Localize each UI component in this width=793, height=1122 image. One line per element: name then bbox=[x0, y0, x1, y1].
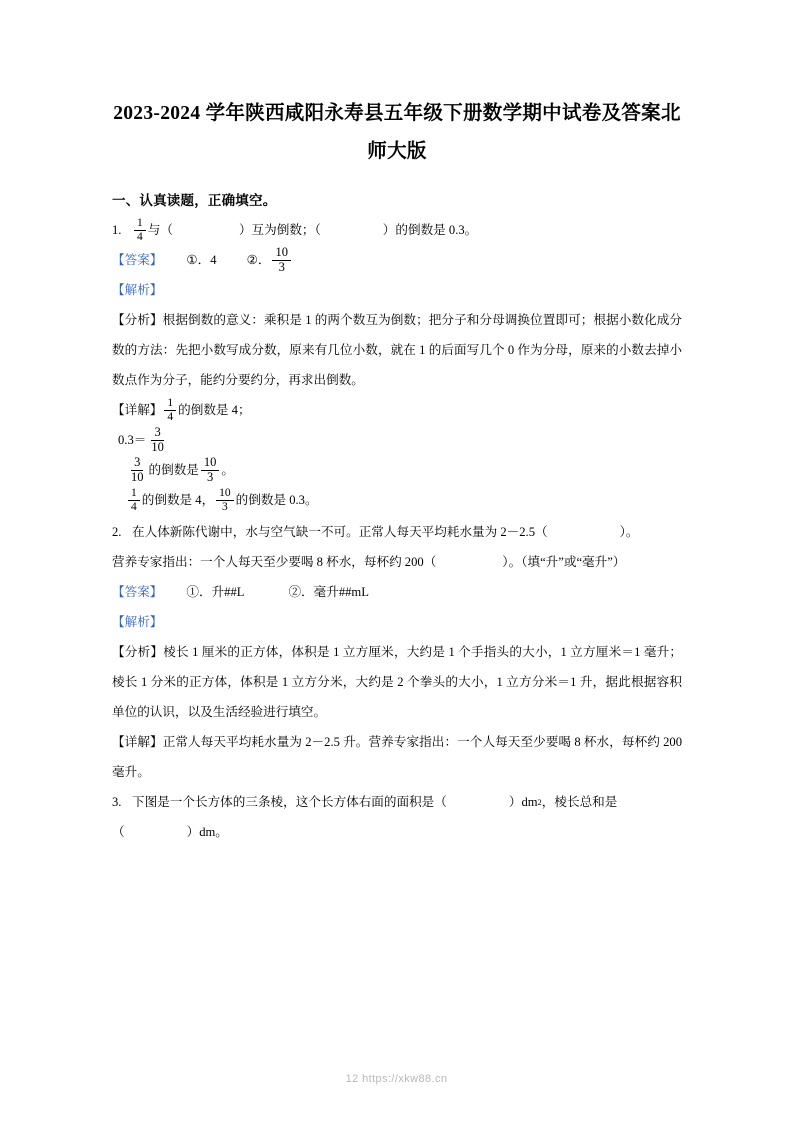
fraction-denominator: 10 bbox=[151, 439, 164, 454]
xiangjie-fraction-3b bbox=[201, 456, 220, 483]
question-1-fraction bbox=[134, 217, 146, 242]
answer-part-2: ②．毫升##mL bbox=[288, 585, 369, 599]
question-2-xiangjie bbox=[112, 727, 682, 787]
question-2-answer bbox=[112, 577, 682, 607]
xiangjie-line2-prefix: 0.3＝ bbox=[118, 433, 147, 447]
question-2-text-b-end: ）。（填“升”或“毫升”） bbox=[502, 555, 626, 569]
answer-body bbox=[186, 245, 293, 275]
answer-label: 【答案】 bbox=[112, 253, 163, 267]
fraction-denominator: 10 bbox=[131, 469, 144, 484]
page-title: 2023-2024 学年陕西咸阳永寿县五年级下册数学期中试卷及答案北师大版 bbox=[113, 103, 681, 162]
fraction-numerator: 3 bbox=[151, 426, 163, 440]
answer-part-2 bbox=[247, 245, 293, 275]
fraction-numerator: 10 bbox=[272, 246, 291, 260]
xiangjie-label: 【详解】 bbox=[112, 735, 163, 749]
question-3-text-tail: ，棱长总和是 bbox=[541, 795, 618, 809]
xiangjie-fraction-3a bbox=[128, 456, 147, 483]
question-1-stem bbox=[112, 215, 682, 245]
question-3-text-b-tail: ）dm。 bbox=[186, 825, 228, 839]
xiangjie-line1-text: 的倒数是 4； bbox=[178, 403, 251, 417]
xiangjie-line4-suffix: 的倒数是 0.3。 bbox=[235, 493, 318, 507]
xiangjie-line4-mid: 的倒数是 4， bbox=[141, 493, 215, 507]
fenxi-text: 棱长 1 厘米的正方体，体积是 1 立方厘米，大约是 1 个手指头的大小，1 立方厘米＝1 毫升；棱长 1 分米的正方体，体积是 1 立方分米，大约是 2 个拳头的大小，1 立方分米＝1 升，据此根据容积单位的认识，以及生活经验进行填空。 bbox=[112, 645, 683, 719]
question-3-text-a: 下图是一个长方体的三条棱，这个长方体右面的面积是（ bbox=[132, 795, 447, 809]
fraction-denominator: 4 bbox=[137, 230, 143, 243]
question-2-index: 2. bbox=[112, 525, 122, 539]
fraction-denominator: 4 bbox=[131, 500, 137, 513]
answer-part-1: ①．升##L bbox=[186, 585, 245, 599]
xiangjie-label: 【详解】 bbox=[112, 403, 163, 417]
fraction-numerator: 10 bbox=[201, 456, 220, 470]
question-2-stem-line2 bbox=[112, 547, 682, 577]
question-1-xiangjie-line3 bbox=[112, 455, 682, 485]
answer-body bbox=[186, 577, 369, 607]
xiangjie-fraction-4b bbox=[216, 487, 234, 512]
fraction-numerator: 10 bbox=[216, 487, 234, 500]
document-content bbox=[112, 95, 682, 847]
fraction-numerator: 1 bbox=[128, 487, 140, 500]
fraction-denominator: 4 bbox=[167, 410, 174, 423]
fenxi-label: 【分析】 bbox=[112, 645, 164, 659]
xiangjie-line3-mid: 的倒数是 bbox=[148, 463, 199, 477]
question-1-text-c: ）的倒数是 0.3。 bbox=[382, 223, 478, 237]
question-2-fenxi bbox=[112, 637, 682, 727]
question-2-text-b: 营养专家指出：一个人每天至少要喝 8 杯水，每杯约 200（ bbox=[112, 555, 437, 569]
question-3-index: 3. bbox=[112, 795, 122, 809]
fraction-denominator: 3 bbox=[207, 469, 214, 484]
fenxi-text: 根据倒数的意义：乘积是 1 的两个数互为倒数；把分子和分母调换位置即可；根据小数化成分数的方法：先把小数写成分数，原来有几位小数，就在 1 的后面写几个 0 作为分母，原来的小数去掉小数点作为分子，能约分要约分，再求出倒数。 bbox=[112, 313, 683, 387]
question-1-text-a: 与（ bbox=[147, 223, 173, 237]
question-1-answer bbox=[112, 245, 682, 275]
question-1-xiangjie-line2 bbox=[112, 425, 682, 455]
xiangjie-text: 正常人每天平均耗水量为 2－2.5 升。营养专家指出：一个人每天至少要喝 8 杯水，每杯约 200 毫升。 bbox=[112, 735, 683, 779]
xiangjie-fraction-1 bbox=[164, 397, 176, 422]
question-3-unit: ）dm bbox=[508, 795, 538, 809]
fraction-numerator: 1 bbox=[134, 217, 146, 230]
fenxi-label: 【分析】 bbox=[112, 313, 163, 327]
question-3-stem-line2 bbox=[112, 817, 682, 847]
fraction-numerator: 3 bbox=[131, 456, 143, 470]
answer-part-1: ①．4 bbox=[186, 253, 217, 267]
question-1-index: 1. bbox=[112, 223, 122, 237]
xiangjie-fraction-2 bbox=[148, 426, 167, 453]
question-2-stem-line1 bbox=[112, 517, 682, 547]
question-3-text-b: （ bbox=[112, 825, 125, 839]
question-1-fenxi bbox=[112, 305, 682, 395]
xiangjie-line3-suffix: 。 bbox=[221, 463, 234, 477]
question-1-xiangjie-line1 bbox=[112, 395, 682, 425]
question-3-superscript: 2 bbox=[537, 797, 542, 807]
question-2-analysis-label: 【解析】 bbox=[112, 615, 163, 629]
xiangjie-fraction-4a bbox=[128, 487, 140, 512]
question-1-analysis-label: 【解析】 bbox=[112, 283, 163, 297]
answer-fraction bbox=[272, 246, 291, 273]
fraction-denominator: 3 bbox=[278, 259, 285, 274]
answer-label: 【答案】 bbox=[112, 585, 163, 599]
fraction-numerator: 1 bbox=[164, 397, 176, 410]
answer-part-2-label: ②． bbox=[246, 253, 271, 267]
question-1-xiangjie-line4 bbox=[112, 485, 682, 515]
fraction-denominator: 3 bbox=[222, 500, 228, 513]
page-watermark: 12 https://xkw88.cn bbox=[345, 1073, 448, 1085]
question-2-text-a-end: ）。 bbox=[619, 525, 639, 539]
question-3-stem-line1 bbox=[112, 787, 682, 817]
question-1-text-b: ）互为倒数；（ bbox=[238, 223, 321, 237]
question-2-text-a: 在人体新陈代谢中，水与空气缺一不可。正常人每天平均耗水量为 2－2.5（ bbox=[132, 525, 548, 539]
section-heading: 一、认真读题，正确填空。 bbox=[112, 193, 277, 208]
